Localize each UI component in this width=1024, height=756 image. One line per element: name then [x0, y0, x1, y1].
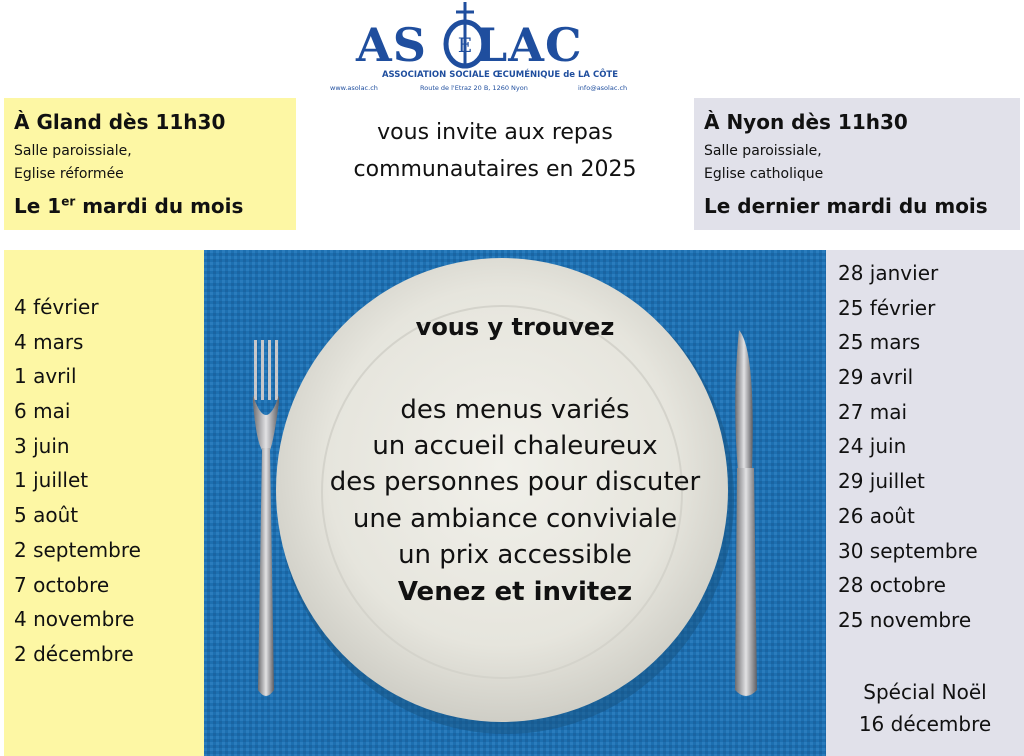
offer-item: une ambiance conviviale [352, 503, 678, 534]
nyon-venue-line1: Salle paroissiale, [704, 143, 822, 159]
gland-info-panel [4, 98, 296, 230]
christmas-special [826, 676, 1024, 740]
gland-date: 3 juin [14, 433, 70, 458]
call-to-action: Venez et invitez [397, 577, 633, 608]
gland-venue-line1: Salle paroissiale, [14, 143, 132, 159]
gland-date: 5 août [14, 503, 79, 528]
offer-item: un prix accessible [398, 539, 632, 570]
logo-email: info@asolac.ch [578, 84, 628, 92]
gland-date: 4 novembre [14, 607, 135, 632]
nyon-date: 28 janvier [838, 261, 939, 285]
nyon-date: 25 mars [838, 330, 921, 355]
nyon-date: 27 mai [838, 399, 908, 424]
nyon-title: À Nyon dès 11h30 [704, 110, 908, 134]
gland-date: 1 avril [14, 364, 77, 389]
nyon-dates-list [838, 256, 978, 638]
logo-subtitle: ASSOCIATION SOCIALE ŒCUMÉNIQUE de LA CÔTE [381, 70, 619, 80]
nyon-date: 25 novembre [838, 607, 972, 632]
nyon-date: 28 octobre [838, 573, 946, 598]
nyon-date: 29 juillet [838, 469, 925, 494]
nyon-venue-line2: Eglise catholique [704, 166, 824, 182]
gland-date: 2 décembre [14, 641, 134, 666]
asolac-logo [330, 0, 660, 96]
logo-right-letters: LAC [474, 18, 583, 72]
invitation-line2: communautaires en 2025 [353, 157, 637, 182]
logo-website: www.asolac.ch [330, 84, 378, 92]
gland-venue-line2: Eglise réformée [14, 166, 124, 182]
logo-address: Route de l'Etraz 20 B, 1260 Nyon [420, 84, 528, 92]
gland-schedule: Le 1er mardi du mois [14, 194, 244, 218]
gland-title: À Gland dès 11h30 [14, 110, 226, 134]
nyon-date: 26 août [838, 503, 915, 528]
logo-left-letters: AS [356, 18, 427, 72]
gland-date: 2 septembre [14, 537, 141, 562]
gland-date: 4 février [14, 295, 99, 319]
nyon-date: 25 février [838, 295, 936, 320]
gland-date: 7 octobre [14, 572, 110, 597]
nyon-schedule: Le dernier mardi du mois [704, 194, 988, 218]
nyon-date: 24 juin [838, 434, 907, 459]
cross-emblem-icon [440, 0, 490, 70]
nyon-date: 29 avril [838, 365, 914, 390]
special-label: Spécial Noël [863, 680, 987, 704]
special-date: 16 décembre [858, 712, 992, 736]
gland-date: 4 mars [14, 329, 84, 354]
gland-date: 1 juillet [14, 468, 89, 493]
logo-emblem-letter: E [457, 33, 473, 57]
plate-message [260, 310, 770, 611]
invitation-line1: vous invite aux repas [377, 120, 613, 145]
nyon-date: 30 septembre [838, 538, 978, 563]
offer-item: des menus variés [400, 395, 630, 425]
offer-item: un accueil chaleureux [372, 431, 658, 462]
invitation-text [300, 114, 690, 188]
nyon-info-panel [694, 98, 1020, 230]
gland-dates-list [14, 290, 141, 672]
gland-date: 6 mai [14, 399, 71, 424]
offer-heading: vous y trouvez [415, 313, 615, 341]
offer-item: des personnes pour discuter [329, 467, 701, 498]
